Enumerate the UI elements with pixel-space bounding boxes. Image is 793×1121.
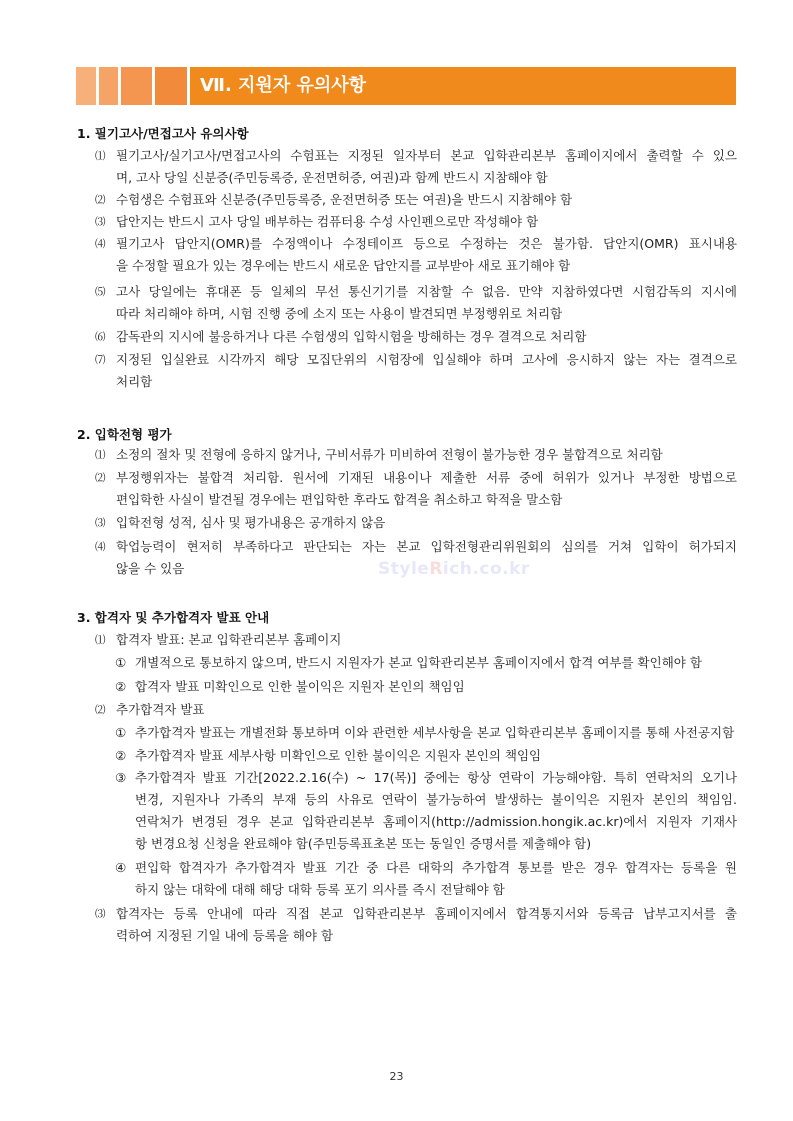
list-item [95,467,737,511]
item-text: 력하여 지정된 기일 내에 등록을 해야 함 [116,928,334,943]
item-text: 필기고사 답안지(OMR)를 수정액이나 수정테이프 등으로 수정하는 것은 불가함. 답안지(OMR) 표시내용 [116,236,737,251]
item-number: ⑷ [95,238,106,250]
item-number: ② [115,679,127,694]
header-decor-block [76,67,96,105]
item-text: 고사 당일에는 휴대폰 등 일체의 무선 통신기기를 지참할 수 없음. 만약 지참하였다면 시험감독의 지시에 [116,284,737,299]
item-number: ⑸ [95,286,106,298]
list-item [95,281,737,325]
item-text: 추가합격자 발표 [116,702,205,717]
item-text: 않을 수 있음 [116,561,185,576]
header-decor-block [155,67,187,105]
item-number: ⑵ [95,472,106,484]
item-text: 합격자 발표 미확인으로 인한 불이익은 지원자 본인의 책임임 [135,679,465,694]
item-number: ④ [115,860,127,875]
item-text: 연락처가 변경된 경우 본교 입학관리본부 홈페이지(http://admission.hongik.ac.kr)에서 지원자 기재사 [135,814,737,829]
item-text: 감독관의 지시에 불응하거나 다른 수험생의 입학시험을 방해하는 경우 결격으로 처리함 [116,329,587,344]
list-item [95,903,737,947]
item-number: ⑺ [95,354,106,366]
page-number: 23 [389,1070,404,1083]
page-title: Ⅶ. 지원자 유의사항 [190,67,736,105]
item-number: ⑷ [95,541,106,553]
list-item [95,444,663,466]
list-item [115,767,737,855]
list-item [115,745,541,767]
watermark-text: ich.co.kr [442,559,530,579]
header-decor-block [99,67,118,105]
item-text: 하지 않는 대학에 대해 해당 대학 등록 포기 의사를 즉시 전달해야 함 [135,882,505,897]
item-number: ⑶ [95,908,106,920]
item-text: 추가합격자 발표 세부사항 미확인으로 인한 불이익은 지원자 본인의 책임임 [135,748,542,763]
item-number: ② [115,748,127,763]
item-text: 을 수정할 필요가 있는 경우에는 반드시 새로운 답안지를 교부받아 새로 표기해야 함 [116,258,571,273]
item-text: 합격자 발표: 본교 입학관리본부 홈페이지 [116,632,342,647]
section-1-title: 1. 필기고사/면접고사 유의사항 [77,126,249,141]
list-item [115,857,737,901]
item-text: 항 변경요청 신청을 완료해야 함(주민등록표초본 또는 동일인 증명서를 제출해야 함) [135,836,592,851]
list-item [95,326,586,348]
list-item [115,676,465,698]
watermark [378,559,530,579]
section-header [76,67,736,105]
item-number: ⑵ [95,704,106,716]
item-text: 소정의 절차 및 전형에 응하지 않거나, 구비서류가 미비하여 전형이 불가능한 경우 불합격으로 처리함 [116,447,663,462]
list-item [95,699,205,721]
item-text: 추가합격자 발표 기간[2022.2.16(수) ~ 17(목)] 중에는 항상 연락이 가능해야함. 특히 연락처의 오기나 [135,770,737,785]
item-number: ⑴ [95,150,106,162]
item-text: 추가합격자 발표는 개별전화 통보하며 이와 관련한 세부사항을 본교 입학관리본부 홈페이지를 통해 사전공지함 [135,725,735,740]
item-number: ① [115,725,127,740]
item-text: 답안지는 반드시 고사 당일 배부하는 컴퓨터용 수성 사인펜으로만 작성해야 함 [116,214,539,229]
item-text: 변경, 지원자나 가족의 부재 등의 사유로 연락이 불가능하여 발생하는 불이익은 지원자 본인의 책임임. [135,792,737,807]
item-number: ⑵ [95,194,106,206]
item-text: 합격자는 등록 안내에 따라 직접 본교 입학관리본부 홈페이지에서 합격통지서와 등록금 납부고지서를 출 [116,906,737,921]
item-text: 수험생은 수험표와 신분증(주민등록증, 운전면허증 또는 여권)을 반드시 지참해야 함 [116,192,573,207]
list-item [95,629,341,651]
section-2-title: 2. 입학전형 평가 [77,427,172,442]
list-item [115,722,734,744]
item-text: 필기고사/실기고사/면접고사의 수험표는 지정된 일자부터 본교 입학관리본부 홈페이지에서 출력할 수 있으 [116,148,737,163]
item-number: ⑴ [95,449,106,461]
list-item [95,211,538,233]
item-text: 며, 고사 당일 신분증(주민등록증, 운전면허증, 여권)과 함께 반드시 지참해야 함 [116,170,548,185]
watermark-text: R [429,559,443,579]
item-text: 개별적으로 통보하지 않으며, 반드시 지원자가 본교 입학관리본부 홈페이지에서 합격 여부를 확인해야 함 [135,655,702,670]
header-decor-block [121,67,152,105]
item-text: 부정행위자는 불합격 처리함. 원서에 기재된 내용이나 제출한 서류 중에 허위가 있거나 부정한 방법으로 [116,470,737,485]
item-number: ⑶ [95,216,106,228]
item-text: 편입학한 사실이 발견될 경우에는 편입학한 후라도 합격을 취소하고 학적을 말소함 [116,492,563,507]
item-text: 지정된 입실완료 시각까지 해당 모집단위의 시험장에 입실해야 하며 고사에 응시하지 않는 자는 결격으로 [116,352,737,367]
watermark-text: Style [378,559,430,579]
list-item [95,512,385,534]
item-number: ⑹ [95,331,106,343]
item-number: ⑴ [95,634,106,646]
item-text: 학업능력이 현저히 부족하다고 판단되는 자는 본교 입학전형관리위원회의 심의를 거쳐 입학이 허가되지 [116,539,737,554]
list-item [95,189,572,211]
list-item [115,652,702,674]
item-text: 입학전형 성적, 심사 및 평가내용은 공개하지 않음 [116,515,386,530]
list-item [95,145,737,189]
section-3-title: 3. 합격자 및 추가합격자 발표 안내 [77,610,270,625]
item-number: ⑶ [95,517,106,529]
item-text: 편입학 합격자가 추가합격자 발표 기간 중 다른 대학의 추가합격 통보를 받은 경우 합격자는 등록을 원 [135,860,737,875]
item-text: 처리함 [116,374,153,389]
item-text: 따라 처리해야 하며, 시험 진행 중에 소지 또는 사용이 발견되면 부정행위로 처리함 [116,306,563,321]
list-item [95,233,737,277]
item-number: ③ [115,770,127,785]
list-item [95,349,737,393]
item-number: ① [115,655,127,670]
